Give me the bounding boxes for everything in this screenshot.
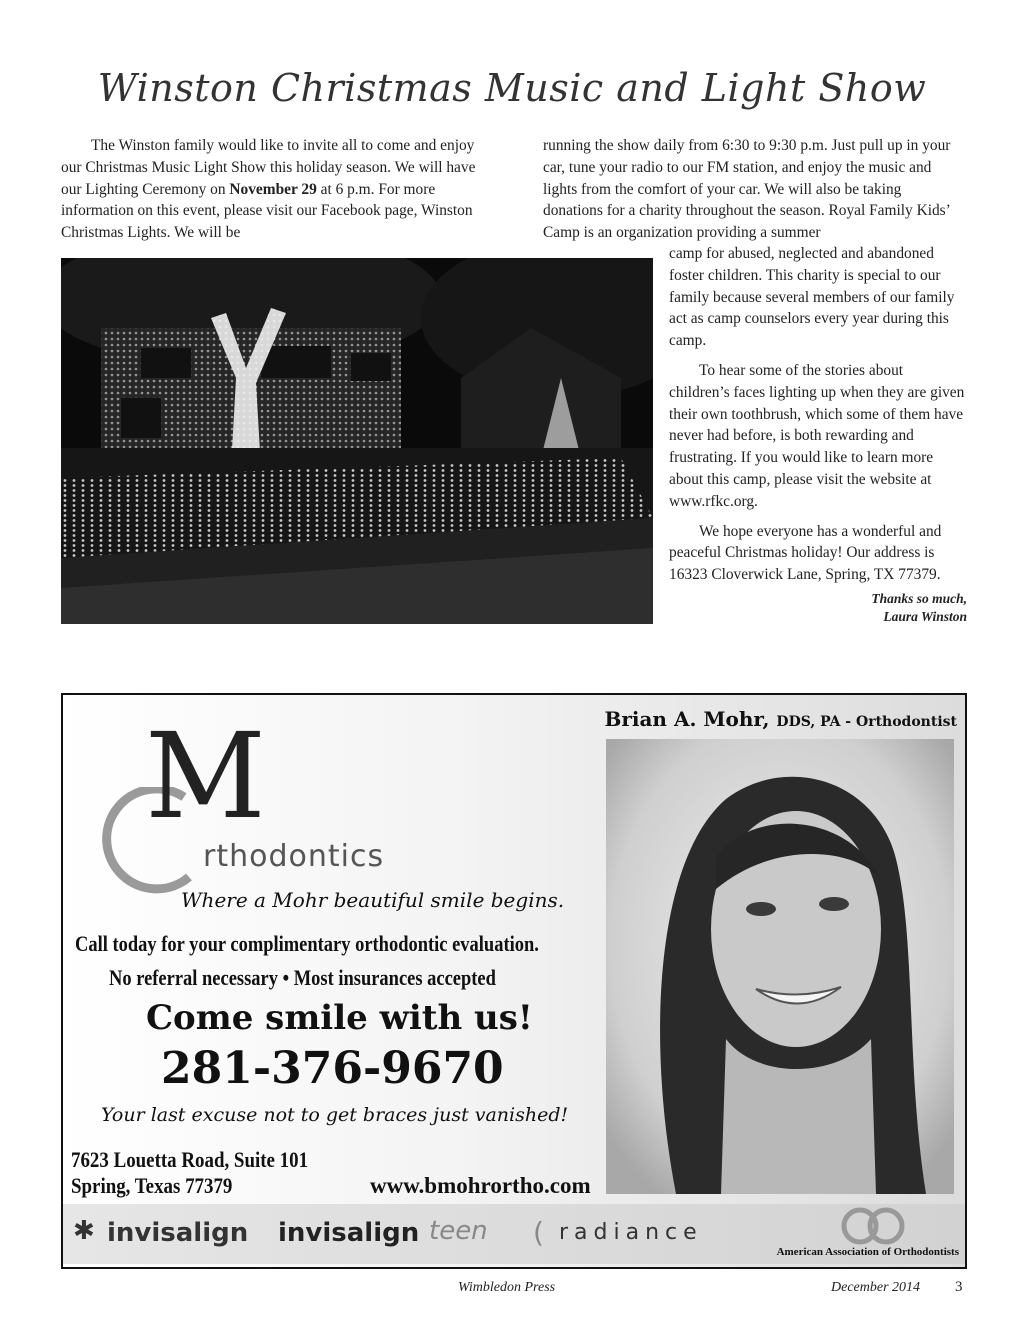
ad-headline: Come smile with us! bbox=[146, 998, 533, 1038]
intro-text-b: at 6 p.m. For more information on this event, please visit our Facebook page, Winston Christmas Lights. We will be bbox=[61, 180, 473, 242]
camp-description: camp for abused, neglected and abandoned foster children. This charity is special to our family because several members of our family act as camp counselors every year during this camp. bbox=[669, 245, 955, 350]
article-left-column bbox=[61, 135, 476, 244]
article-right-column-top bbox=[543, 135, 963, 244]
office-address bbox=[71, 1147, 308, 1199]
right-column-text: running the show daily from 6:30 to 9:30 p.m. Just pull up in your car, tune your radio to our FM station, and enjoy the music and lights from the comfort of your car. We will also be taking donations for a charity throughout the season. Royal Family Kids’ Camp is an organization providing a summer bbox=[543, 137, 951, 242]
article-right-column-bottom bbox=[669, 243, 967, 626]
logo-wordmark: rthodontics bbox=[203, 839, 385, 874]
signoff-name: Laura Winston bbox=[883, 608, 967, 624]
logo-letter-m: M bbox=[145, 707, 266, 845]
article-title: Winston Christmas Music and Light Show bbox=[97, 66, 927, 110]
toothbrush-paragraph: To hear some of the stories about children’s faces lighting up when they are given their own toothbrush, which some of them have never had before, is both rewarding and frustrating. If you would like to learn more about this camp, please visit the website at www.rfkc.org. bbox=[669, 361, 965, 510]
call-to-action: Call today for your complimentary orthodontic evaluation. bbox=[75, 931, 539, 956]
excuse-line: Your last excuse not to get braces just vanished! bbox=[101, 1104, 569, 1126]
ceremony-date: November 29 bbox=[229, 180, 317, 198]
doctor-name-text: Brian A. Mohr, bbox=[604, 707, 770, 731]
phone-number: 281-376-9670 bbox=[161, 1043, 504, 1094]
orthodontics-ad bbox=[61, 693, 967, 1269]
referral-line: No referral necessary • Most insurances accepted bbox=[109, 965, 496, 990]
address-line-1: 7623 Louetta Road, Suite 101 bbox=[71, 1147, 309, 1172]
aao-logo-text: American Association of Orthodontists bbox=[776, 1246, 959, 1258]
radiance-logo: radiance bbox=[559, 1220, 703, 1245]
doctor-name bbox=[604, 707, 957, 731]
invisalign-star-icon: ✱ bbox=[73, 1216, 95, 1246]
intro-text-a: The Winston family would like to invite all to come and enjoy our Christmas Music Light Show this holiday season. We will have our Lighting Ceremony on bbox=[61, 137, 476, 198]
invisalign-teen-logo: invisalign bbox=[278, 1218, 420, 1248]
website-link[interactable]: www.bmohrortho.com bbox=[370, 1173, 591, 1198]
smiling-woman-portrait bbox=[606, 739, 954, 1194]
invisalign-logo: invisalign bbox=[107, 1218, 249, 1248]
footer-date: December 2014 bbox=[831, 1280, 921, 1295]
page-number: 3 bbox=[955, 1279, 963, 1295]
holiday-paragraph: We hope everyone has a wonderful and peaceful Christmas holiday! Our address is 16323 Cloverwick Lane, Spring, TX 77379. bbox=[669, 522, 942, 584]
ad-tagline: Where a Mohr beautiful smile begins. bbox=[181, 888, 565, 912]
doctor-credentials: DDS, PA - Orthodontist bbox=[776, 714, 957, 730]
aao-emblem-icon bbox=[838, 1206, 908, 1246]
signoff-thanks: Thanks so much, bbox=[871, 590, 967, 606]
invisalign-teen-suffix: teen bbox=[429, 1216, 488, 1246]
address-line-2: Spring, Texas 77379 bbox=[71, 1173, 233, 1198]
footer-publication: Wimbledon Press bbox=[458, 1280, 556, 1295]
partner-logos-bar bbox=[63, 1204, 965, 1264]
radiance-mark-icon: ( bbox=[533, 1216, 544, 1249]
christmas-lights-photo bbox=[61, 258, 653, 624]
